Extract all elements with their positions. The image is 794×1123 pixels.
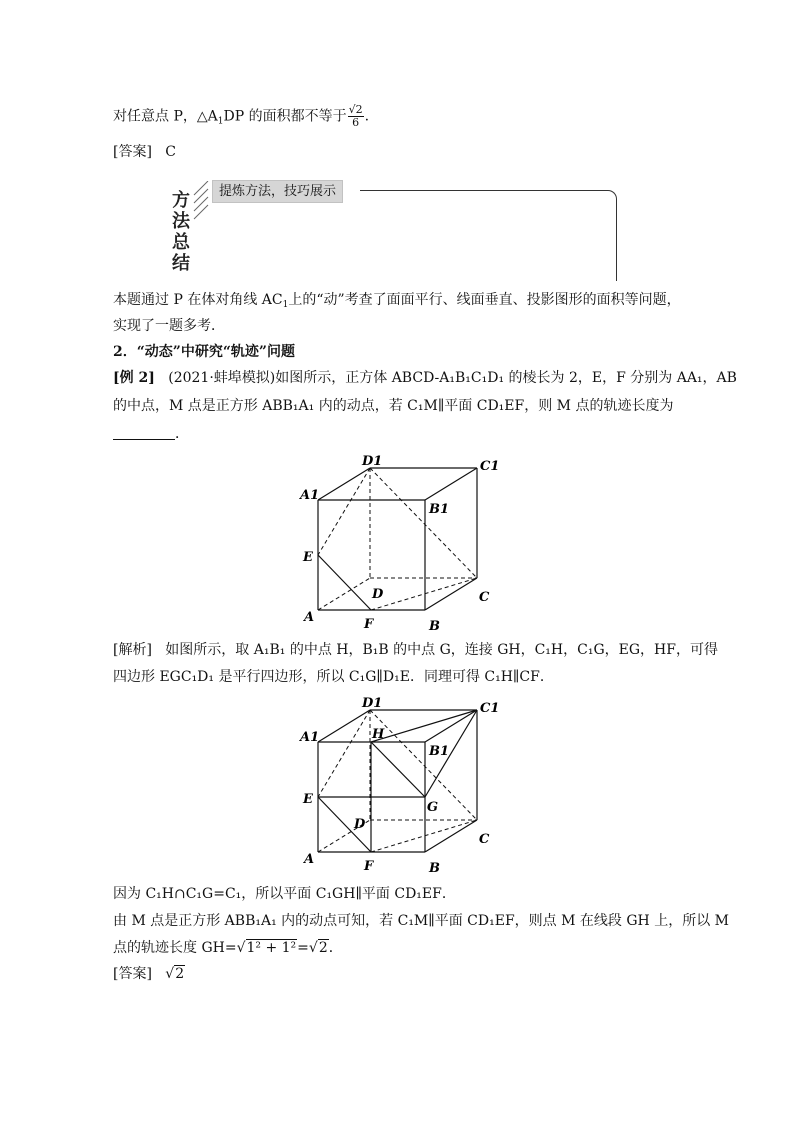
- label-E: E: [303, 550, 313, 565]
- label-H: H: [372, 727, 385, 742]
- answer-value: C: [165, 144, 177, 160]
- text: 本题通过 P 在体对角线 AC: [113, 292, 283, 308]
- label-A1: A1: [300, 730, 320, 745]
- label-D1: D1: [362, 454, 383, 469]
- example-source: (2021·蚌埠模拟): [168, 370, 276, 386]
- sqrt-radicand: 1² + 1²: [246, 940, 297, 956]
- label-C1: C1: [480, 459, 500, 474]
- text: DP 的面积都不等于: [223, 108, 347, 125]
- answer-label: [答案]: [113, 144, 152, 160]
- method-rule: [360, 190, 608, 191]
- label-A1: A1: [300, 488, 320, 503]
- method-corner: [606, 190, 617, 281]
- sqrt-radicand: 2: [318, 940, 328, 956]
- text: ．: [175, 426, 189, 442]
- section-title: 2．“动态”中研究“轨迹”问题: [113, 344, 295, 360]
- label-E: E: [303, 792, 313, 807]
- label-C: C: [479, 832, 490, 847]
- label-D: D: [354, 817, 366, 832]
- answer-line: [答案] √2: [113, 966, 185, 982]
- label-B1: B1: [429, 502, 450, 517]
- label-B1: B1: [429, 744, 450, 759]
- summary-line: [113, 290, 681, 310]
- cube-figure-2: [290, 690, 510, 882]
- label-B: B: [429, 861, 440, 876]
- text: .: [364, 108, 370, 125]
- label-D1: D1: [362, 696, 383, 711]
- subscript: 1: [217, 116, 224, 127]
- example-label: [例 2]: [113, 370, 155, 386]
- label-C1: C1: [480, 701, 500, 716]
- method-summary-vertical: [172, 190, 194, 274]
- text: 对任意点 P，△A: [113, 108, 218, 125]
- text: 上的“动”考查了面面平行、线面垂直、投影图形的面积等问题，: [288, 292, 681, 308]
- method-char: 结: [172, 253, 190, 274]
- text: 如图所示，正方体 ABCD-A₁B₁C₁D₁ 的棱长为 2，E，F 分别为 AA₁，AB: [275, 370, 737, 386]
- label-C: C: [479, 590, 490, 605]
- solution-label: [解析]: [113, 642, 152, 658]
- solution-line: 因为 C₁H∩C₁G=C₁，所以平面 C₁GH∥平面 CD₁EF．: [113, 886, 456, 902]
- solution-line: 四边形 EGC₁D₁ 是平行四边形，所以 C₁G∥D₁E．同理可得 C₁H∥CF．: [113, 669, 554, 685]
- text: =: [297, 940, 309, 956]
- example-line: [113, 368, 737, 388]
- cube-figure-1: [290, 448, 510, 640]
- answer-sqrt: 2: [175, 966, 185, 982]
- answer-line: [113, 142, 176, 162]
- text: 如图所示，取 A₁B₁ 的中点 H，B₁B 的中点 G，连接 GH，C₁H，C₁G，EG，HF，可得: [165, 642, 718, 658]
- label-F: F: [364, 859, 374, 874]
- answer-label: [答案]: [113, 966, 152, 982]
- label-D: D: [372, 587, 384, 602]
- solution-line: 由 M 点是正方形 ABB₁A₁ 内的动点可知，若 C₁M∥平面 CD₁EF，则点 M 在线段 GH 上，所以 M: [113, 913, 729, 929]
- method-tag: 提炼方法，技巧展示: [212, 180, 343, 203]
- example-line: [113, 424, 189, 444]
- fraction-denominator: 6: [352, 116, 360, 129]
- method-char: 法: [172, 211, 190, 232]
- label-G: G: [427, 800, 439, 815]
- label-A: A: [304, 852, 315, 867]
- subscript: 1: [282, 300, 289, 310]
- fraction: [348, 104, 364, 129]
- method-char: 方: [172, 190, 190, 211]
- label-A: A: [304, 610, 315, 625]
- text-line: [113, 104, 369, 129]
- summary-line: 实现了一题多考．: [113, 318, 225, 334]
- solution-line: 点的轨迹长度 GH=√1² + 1²=√2．: [113, 940, 343, 956]
- label-B: B: [429, 619, 440, 634]
- fraction-numerator: √2: [348, 103, 363, 116]
- label-F: F: [364, 617, 374, 632]
- text: 点的轨迹长度 GH=: [113, 940, 237, 956]
- solution-line: [113, 640, 718, 660]
- answer-blank: [113, 425, 175, 440]
- text: ．: [328, 940, 343, 956]
- example-line: 的中点，M 点是正方形 ABB₁A₁ 内的动点，若 C₁M∥平面 CD₁EF，则 M 点的轨迹长度为: [113, 398, 674, 414]
- method-char: 总: [172, 232, 190, 253]
